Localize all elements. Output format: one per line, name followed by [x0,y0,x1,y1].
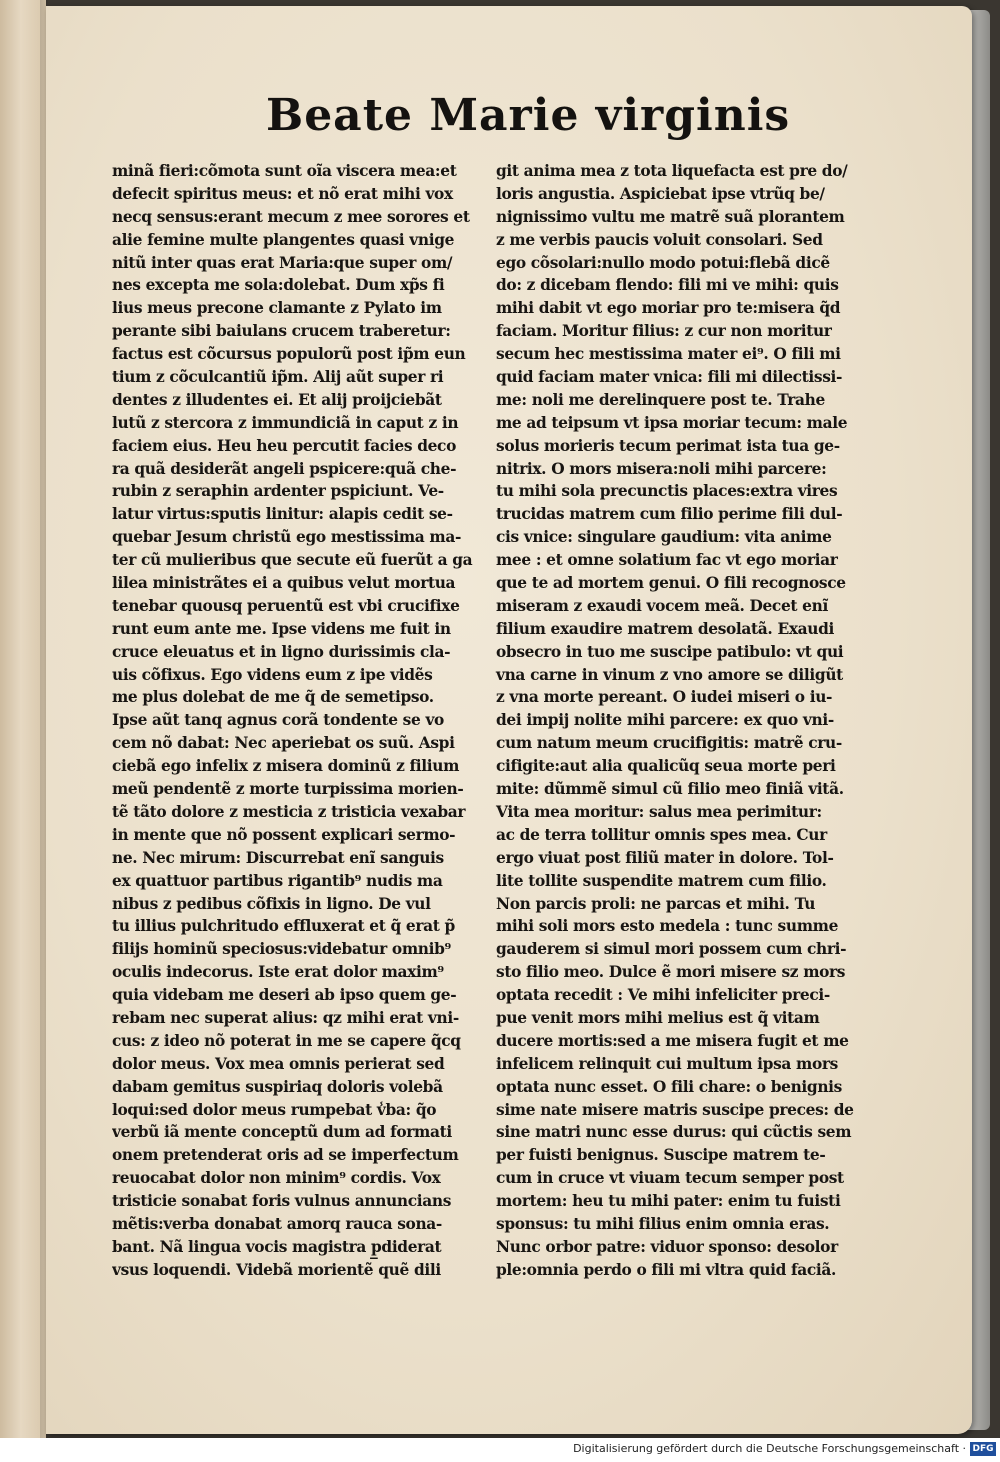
text-line: miseram z exaudi vocem meã. Decet enĩ [496,596,828,615]
text-line: nitrix. O mors misera:noli mihi parcere: [496,459,827,478]
text-line: optata recedit : Ve mihi infeliciter preci- [496,986,830,1005]
text-line: in mente que nõ possent explicari sermo- [112,825,456,844]
text-line: dentes z illudentes ei. Et alij proijciebãt [112,390,442,409]
text-line: necq sensus:erant mecum z mee sorores et [112,207,470,226]
text-line: infelicem relinquit cui multum ipsa mors [496,1054,838,1073]
text-line: tu mihi sola precunctis places:extra vires [496,482,838,501]
text-line: trucidas matrem cum filio perime fili dul- [496,505,843,524]
text-line: me plus dolebat de me q̃ de semetipso. [112,688,434,707]
text-line: sponsus: tu mihi filius enim omnia eras. [496,1214,830,1233]
text-line: runt eum ante me. Ipse videns me fuit in [112,619,451,638]
text-line: ac de terra tollitur omnis spes mea. Cur [496,825,827,844]
text-line: onem pretenderat oris ad se imperfectum [112,1146,459,1165]
right-text-column [486,160,878,1282]
text-line: faciam. Moritur filius: z cur non moritur [496,322,832,341]
text-line: dolor meus. Vox mea omnis perierat sed [112,1054,445,1073]
text-line: secum hec mestissima mater ei⁹. O fili mi [496,345,841,364]
text-line: tium z cõculcantiũ ip̃m. Alij aũt super ri [112,368,444,387]
text-line: z me verbis paucis voluit consolari. Sed [496,230,823,249]
text-line: z vna morte pereant. O iudei miseri o iu- [496,688,833,707]
text-line: ciebã ego infelix z misera dominũ z filium [112,757,460,776]
text-line: defecit spiritus meus: et nõ erat mihi vox [112,184,453,203]
text-line: cus: z ideo nõ poterat in me se capere q̃cq [112,1031,461,1050]
text-line: per fuisti benignus. Suscipe matrem te- [496,1146,826,1165]
text-line: filium exaudire matrem desolatã. Exaudi [496,619,835,638]
text-line: me ad teipsum vt ipsa moriar tecum: male [496,413,848,432]
text-line: nes excepta me sola:dolebat. Dum xp̃s fi [112,276,445,295]
text-line: faciem eius. Heu heu percutit facies deco [112,436,456,455]
book-page [46,6,972,1434]
text-line: cum in cruce vt viuam tecum semper post [496,1169,844,1188]
text-line: cifigite:aut alia qualicũq seua morte peri [496,757,836,776]
text-line: meũ pendentẽ z morte turpissima morien- [112,780,464,799]
text-line: sine matri nunc esse durus: qui cũctis sem [496,1123,852,1142]
text-line: ducere mortis:sed a me misera fugit et me [496,1031,849,1050]
text-line: quid faciam mater vnica: fili mi dilectissi- [496,368,843,387]
text-line: mite: dũmmẽ simul cũ filio meo finiã vitã. [496,780,844,799]
text-line: mee : et omne solatium fac vt ego moriar [496,551,838,570]
text-line: pue venit mors mihi melius est q̃ vitam [496,1008,820,1027]
text-line: sime nate misere matris suscipe preces: de [496,1100,854,1119]
text-line: rubin z seraphin ardenter pspiciunt. Ve- [112,482,444,501]
text-line: mihi soli mors esto medela : tunc summe [496,917,839,936]
text-line: cis vnice: singulare gaudium: vita anime [496,528,832,547]
text-line: dei impij nolite mihi parcere: ex quo vni- [496,711,834,730]
text-line: ex quattuor partibus rigantib⁹ nudis ma [112,871,443,890]
text-line: ple:omnia perdo o fili mi vltra quid faciã. [496,1260,837,1279]
text-line: mortem: heu tu mihi pater: enim tu fuisti [496,1192,841,1211]
text-line: lutũ z stercora z immundiciã in caput z in [112,413,459,432]
text-line: Nunc orbor patre: viduor sponso: desolor [496,1237,838,1256]
text-line: ra quã desiderãt angeli pspicere:quã che- [112,459,457,478]
text-line: nignissimo vultu me matrẽ suã plorantem [496,207,845,226]
text-line: tenebar quousq peruentũ est vbi crucifixe [112,596,460,615]
text-line: nibus z pedibus cõfixis in ligno. De vul [112,894,431,913]
text-line: do: z dicebam flendo: fili mi ve mihi: quis [496,276,839,295]
text-line: cem nõ dabat: Nec aperiebat os suũ. Aspi [112,734,455,753]
text-line: lius meus precone clamante z Pylato im [112,299,442,318]
text-line: optata nunc esset. O fili chare: o benignis [496,1077,842,1096]
text-line: gauderem si simul mori possem cum chri- [496,940,847,959]
text-line: rebam nec superat alius: qz mihi erat vni- [112,1008,459,1027]
page-heading: Beate Marie virginis [266,90,791,141]
text-line: Vita mea moritur: salus mea perimitur: [496,802,822,821]
text-line: tu illius pulchritudo effluxerat et q̃ erat p̃ [112,917,455,936]
text-line: bant. Nã lingua vocis magistra p̲diderat [112,1237,442,1256]
text-line: Ipse aũt tanq agnus corã tondente se vo [112,711,444,730]
text-line: git anima mea z tota liquefacta est pre do/ [496,162,848,180]
text-line: lilea ministrãtes ei a quibus velut mortua [112,574,456,593]
left-text-column [112,160,492,1282]
text-line: ter cũ mulieribus que secute eũ fuerũt a ga [112,551,473,570]
text-line: quia videbam me deseri ab ipso quem ge- [112,986,457,1005]
text-line: minã fieri:cõmota sunt oĩa viscera mea:et [112,162,457,180]
text-line: ego cõsolari:nullo modo potui:flebã dicẽ [496,253,830,272]
text-line: tẽ tãto dolore z mesticia z tristicia vexabar [112,802,466,821]
text-line: loqui:sed dolor meus rumpebat v̾ba: q̃o [112,1100,437,1119]
text-line: factus est cõcursus populorũ post ip̃m eun [112,345,466,364]
text-line: ne. Nec mirum: Discurrebat enĩ sanguis [112,848,444,867]
text-line: oculis indecorus. Iste erat dolor maxim⁹ [112,963,444,982]
text-line: Non parcis proli: ne parcas et mihi. Tu [496,894,816,913]
text-line: uis cõfixus. Ego videns eum z ipe vidẽs [112,665,433,684]
text-line: obsecro in tuo me suscipe patibulo: vt qui [496,642,844,661]
text-line: que te ad mortem genui. O fili recognosce [496,574,846,593]
text-line: lite tollite suspendite matrem cum filio. [496,871,827,890]
text-line: perante sibi baiulans crucem traberetur: [112,322,451,341]
text-line: quebar Jesum christũ ego mestissima ma- [112,528,462,547]
text-line: sto filio meo. Dulce ẽ mori misere sz mors [496,963,846,982]
text-line: latur virtus:sputis linitur: alapis cedit se- [112,505,453,524]
text-line: verbũ iã mente conceptũ dum ad formati [112,1123,452,1142]
text-line: cum natum meum crucifigitis: matrẽ cru- [496,734,842,753]
text-line: reuocabat dolor non minim⁹ cordis. Vox [112,1169,441,1188]
dfg-logo-icon: DFG [970,1442,996,1456]
text-line: dabam gemitus suspiriaq doloris volebã [112,1077,443,1096]
text-line: cruce eleuatus et in ligno durissimis cla- [112,642,451,661]
text-line: vna carne in vinum z vno amore se diligũt [496,665,843,684]
text-line: tristicie sonabat foris vulnus annuncians [112,1192,452,1211]
text-line: mẽtis:verba donabat amorq rauca sona- [112,1214,442,1233]
footer-bar [0,1438,1000,1462]
funding-credit: Digitalisierung gefördert durch die Deutsche Forschungsgemeinschaft · [573,1442,966,1455]
text-line: solus morieris tecum perimat ista tua ge- [496,436,840,455]
text-line: vsus loquendi. Videbã morientẽ quẽ dili [112,1260,441,1279]
text-line: ergo viuat post filiũ mater in dolore. Tol- [496,848,834,867]
text-line: loris angustia. Aspiciebat ipse vtrũq be/ [496,184,825,203]
text-line: alie femine multe plangentes quasi vnige [112,230,455,249]
text-line: filijs hominũ speciosus:videbatur omnib⁹ [112,940,451,959]
text-line: mihi dabit vt ego moriar pro te:misera q̃d [496,299,841,318]
text-line: me: noli me derelinquere post te. Trahe [496,390,825,409]
text-line: nitũ inter quas erat Maria:que super om/ [112,253,453,272]
